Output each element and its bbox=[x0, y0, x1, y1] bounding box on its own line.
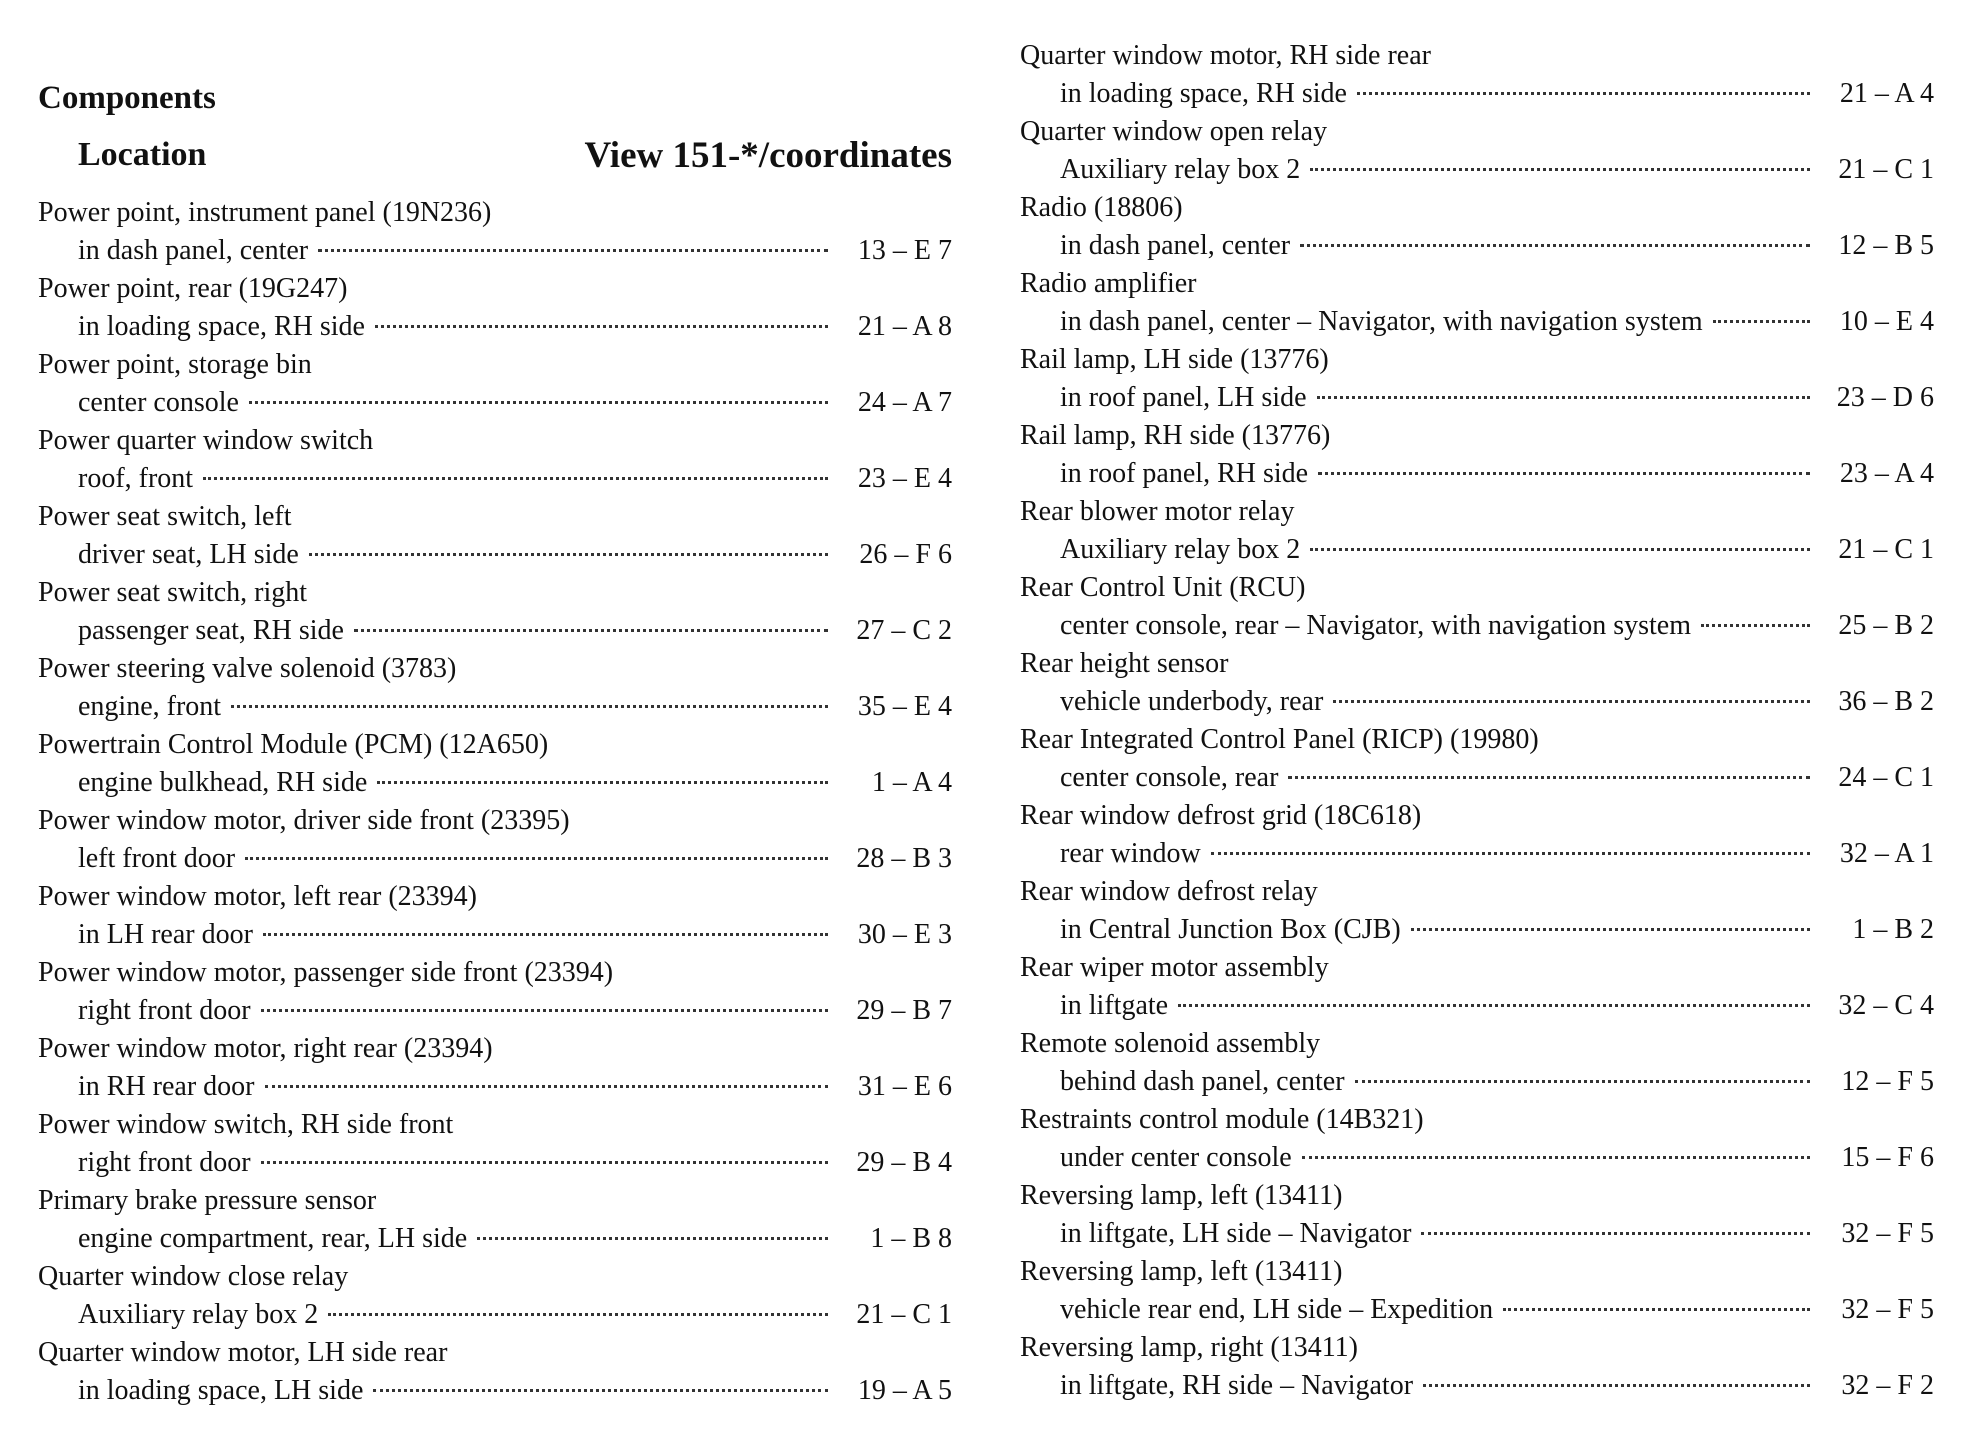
dot-leader bbox=[231, 705, 828, 708]
view-coordinate: 32 – F 2 bbox=[1841, 1370, 1934, 1401]
component-location: rear window bbox=[1060, 838, 1201, 869]
component-name: Power point, storage bin bbox=[38, 349, 312, 380]
component-location-row bbox=[78, 536, 952, 574]
component-entry bbox=[38, 498, 952, 574]
view-coordinate: 12 – F 5 bbox=[1841, 1066, 1934, 1097]
component-entry bbox=[38, 954, 952, 1030]
dot-leader bbox=[477, 1237, 828, 1240]
dot-leader bbox=[1288, 776, 1810, 779]
component-entry bbox=[1020, 949, 1934, 1025]
component-name: Power seat switch, right bbox=[38, 577, 308, 608]
view-coordinate: 12 – B 5 bbox=[1838, 230, 1934, 261]
component-location: in dash panel, center – Navigator, with navigation system bbox=[1060, 306, 1703, 337]
view-coordinate: 26 – F 6 bbox=[859, 539, 952, 570]
view-coordinate: 1 – B 8 bbox=[870, 1223, 952, 1254]
component-entry bbox=[38, 878, 952, 954]
component-location-row bbox=[1060, 75, 1934, 113]
view-coordinate: 23 – E 4 bbox=[857, 463, 952, 494]
component-location-row bbox=[78, 1372, 952, 1410]
component-name: Rear height sensor bbox=[1020, 648, 1229, 679]
component-entry bbox=[38, 194, 952, 270]
component-location: in dash panel, center bbox=[78, 235, 309, 266]
component-location: in roof panel, LH side bbox=[1060, 382, 1307, 413]
component-location: roof, front bbox=[78, 463, 194, 494]
component-location-row bbox=[78, 992, 952, 1030]
dot-leader bbox=[1317, 396, 1811, 399]
component-entry bbox=[1020, 1329, 1934, 1405]
dot-leader bbox=[261, 1009, 828, 1012]
component-location-row bbox=[1060, 1367, 1934, 1405]
component-location-row bbox=[1060, 379, 1934, 417]
component-name: Powertrain Control Module (PCM) (12A650) bbox=[38, 729, 549, 760]
component-name: Rear blower motor relay bbox=[1020, 496, 1295, 527]
view-coordinate: 21 – A 8 bbox=[857, 311, 952, 342]
component-entry bbox=[38, 650, 952, 726]
dot-leader bbox=[375, 325, 828, 328]
component-location: Auxiliary relay box 2 bbox=[78, 1299, 319, 1330]
component-entry bbox=[38, 422, 952, 498]
component-name: Rear Integrated Control Panel (RICP) (19980) bbox=[1020, 724, 1539, 755]
component-name: Remote solenoid assembly bbox=[1020, 1028, 1321, 1059]
component-entry bbox=[38, 1030, 952, 1106]
component-location: in liftgate, RH side – Navigator bbox=[1060, 1370, 1414, 1401]
dot-leader bbox=[1411, 928, 1810, 931]
view-coordinate: 32 – F 5 bbox=[1841, 1218, 1934, 1249]
dot-leader bbox=[1318, 472, 1810, 475]
dot-leader bbox=[263, 933, 828, 936]
component-location-row bbox=[1060, 759, 1934, 797]
component-location-row bbox=[1060, 911, 1934, 949]
location-column-header: Location bbox=[78, 136, 207, 173]
view-coordinate: 32 – F 5 bbox=[1841, 1294, 1934, 1325]
view-coordinate: 32 – C 4 bbox=[1838, 990, 1934, 1021]
component-entry bbox=[38, 726, 952, 802]
component-name: Radio amplifier bbox=[1020, 268, 1197, 299]
component-name: Rear window defrost grid (18C618) bbox=[1020, 800, 1422, 831]
component-location-row bbox=[78, 384, 952, 422]
component-location: in LH rear door bbox=[78, 919, 253, 950]
component-name: Reversing lamp, right (13411) bbox=[1020, 1332, 1359, 1363]
component-location-row bbox=[78, 688, 952, 726]
dot-leader bbox=[1355, 1080, 1810, 1083]
component-name: Power quarter window switch bbox=[38, 425, 374, 456]
dot-leader bbox=[1503, 1308, 1810, 1311]
dot-leader bbox=[1300, 244, 1810, 247]
view-coordinate: 23 – D 6 bbox=[1836, 382, 1934, 413]
view-coordinate: 35 – E 4 bbox=[857, 691, 952, 722]
dot-leader bbox=[1310, 168, 1810, 171]
component-name: Quarter window motor, RH side rear bbox=[1020, 40, 1431, 71]
dot-leader bbox=[377, 781, 828, 784]
view-coordinate: 36 – B 2 bbox=[1838, 686, 1934, 717]
component-location-row bbox=[1060, 607, 1934, 645]
component-location: center console bbox=[78, 387, 239, 418]
component-location: passenger seat, RH side bbox=[78, 615, 344, 646]
component-entry bbox=[1020, 1025, 1934, 1101]
component-name: Power point, rear (19G247) bbox=[38, 273, 348, 304]
view-coordinate: 1 – B 2 bbox=[1852, 914, 1934, 945]
component-location: in RH rear door bbox=[78, 1071, 255, 1102]
component-location: engine bulkhead, RH side bbox=[78, 767, 368, 798]
component-entry bbox=[1020, 417, 1934, 493]
dot-leader bbox=[1211, 852, 1810, 855]
dot-leader bbox=[1421, 1232, 1810, 1235]
component-location: vehicle underbody, rear bbox=[1060, 686, 1324, 717]
view-coordinate: 21 – A 4 bbox=[1839, 78, 1934, 109]
component-name: Rear Control Unit (RCU) bbox=[1020, 572, 1306, 603]
dot-leader bbox=[1310, 548, 1810, 551]
component-location: engine compartment, rear, LH side bbox=[78, 1223, 468, 1254]
component-location: engine, front bbox=[78, 691, 222, 722]
dot-leader bbox=[1302, 1156, 1810, 1159]
view-coordinate: 29 – B 4 bbox=[856, 1147, 952, 1178]
component-location: vehicle rear end, LH side – Expedition bbox=[1060, 1294, 1494, 1325]
component-entry bbox=[1020, 1101, 1934, 1177]
component-location-row bbox=[78, 1068, 952, 1106]
view-coordinate: 29 – B 7 bbox=[856, 995, 952, 1026]
component-location-row bbox=[1060, 683, 1934, 721]
component-entry bbox=[38, 270, 952, 346]
dot-leader bbox=[1423, 1384, 1810, 1387]
dot-leader bbox=[354, 629, 828, 632]
right-entry-list bbox=[1020, 37, 1934, 1405]
component-location: center console, rear – Navigator, with navigation system bbox=[1060, 610, 1692, 641]
component-location-row bbox=[78, 764, 952, 802]
view-coordinate: 10 – E 4 bbox=[1839, 306, 1934, 337]
component-location-row bbox=[1060, 1139, 1934, 1177]
view-coordinate: 25 – B 2 bbox=[1838, 610, 1934, 641]
component-entry bbox=[1020, 1177, 1934, 1253]
component-location-row bbox=[1060, 835, 1934, 873]
view-coordinate: 27 – C 2 bbox=[856, 615, 952, 646]
component-name: Power point, instrument panel (19N236) bbox=[38, 197, 492, 228]
component-entry bbox=[1020, 1253, 1934, 1329]
component-location: in loading space, RH side bbox=[1060, 78, 1347, 109]
component-location: in dash panel, center bbox=[1060, 230, 1291, 261]
component-location-row bbox=[78, 1144, 952, 1182]
component-location-row bbox=[78, 916, 952, 954]
component-location: in Central Junction Box (CJB) bbox=[1060, 914, 1401, 945]
component-entry bbox=[38, 574, 952, 650]
component-entry bbox=[1020, 873, 1934, 949]
component-location: under center console bbox=[1060, 1142, 1292, 1173]
component-location: left front door bbox=[78, 843, 236, 874]
component-name: Power steering valve solenoid (3783) bbox=[38, 653, 457, 684]
component-name: Rail lamp, RH side (13776) bbox=[1020, 420, 1331, 451]
component-name: Power window motor, passenger side front (23394) bbox=[38, 957, 614, 988]
dot-leader bbox=[1357, 92, 1810, 95]
component-location: in roof panel, RH side bbox=[1060, 458, 1309, 489]
left-entry-list bbox=[38, 194, 952, 1410]
component-entry bbox=[38, 802, 952, 878]
component-entry bbox=[38, 346, 952, 422]
component-location-row bbox=[1060, 987, 1934, 1025]
component-name: Quarter window motor, LH side rear bbox=[38, 1337, 448, 1368]
view-coordinates-column-header: View 151-*/coordinates bbox=[584, 135, 952, 176]
component-location-row bbox=[1060, 455, 1934, 493]
component-location-row bbox=[78, 612, 952, 650]
component-name: Restraints control module (14B321) bbox=[1020, 1104, 1424, 1135]
component-name: Radio (18806) bbox=[1020, 192, 1183, 223]
component-location: in liftgate, LH side – Navigator bbox=[1060, 1218, 1412, 1249]
view-coordinate: 21 – C 1 bbox=[1838, 154, 1934, 185]
component-location: driver seat, LH side bbox=[78, 539, 299, 570]
view-coordinate: 28 – B 3 bbox=[856, 843, 952, 874]
view-coordinate: 21 – C 1 bbox=[856, 1299, 952, 1330]
component-name: Power window motor, right rear (23394) bbox=[38, 1033, 493, 1064]
component-entry bbox=[1020, 37, 1934, 113]
view-coordinate: 32 – A 1 bbox=[1839, 838, 1934, 869]
view-coordinate: 24 – A 7 bbox=[857, 387, 952, 418]
dot-leader bbox=[1713, 320, 1810, 323]
view-coordinate: 30 – E 3 bbox=[857, 919, 952, 950]
dot-leader bbox=[249, 401, 828, 404]
component-location: Auxiliary relay box 2 bbox=[1060, 534, 1301, 565]
view-coordinate: 13 – E 7 bbox=[857, 235, 952, 266]
component-name: Rear wiper motor assembly bbox=[1020, 952, 1329, 983]
dot-leader bbox=[261, 1161, 828, 1164]
component-entry bbox=[1020, 721, 1934, 797]
component-name: Reversing lamp, left (13411) bbox=[1020, 1256, 1343, 1287]
component-entry bbox=[38, 1334, 952, 1410]
dot-leader bbox=[328, 1313, 828, 1316]
component-name: Primary brake pressure sensor bbox=[38, 1185, 377, 1216]
dot-leader bbox=[373, 1389, 828, 1392]
component-entry bbox=[38, 1182, 952, 1258]
component-entry bbox=[1020, 341, 1934, 417]
component-location-row bbox=[1060, 227, 1934, 265]
component-location-row bbox=[1060, 303, 1934, 341]
component-location-row bbox=[1060, 151, 1934, 189]
view-coordinate: 23 – A 4 bbox=[1839, 458, 1934, 489]
component-location-row bbox=[1060, 1291, 1934, 1329]
dot-leader bbox=[245, 857, 828, 860]
dot-leader bbox=[318, 249, 828, 252]
component-name: Power seat switch, left bbox=[38, 501, 292, 532]
dot-leader bbox=[1178, 1004, 1810, 1007]
component-name: Rail lamp, LH side (13776) bbox=[1020, 344, 1329, 375]
component-location-row bbox=[78, 308, 952, 346]
component-location-row bbox=[78, 232, 952, 270]
component-location: right front door bbox=[78, 1147, 251, 1178]
component-location-row bbox=[78, 1220, 952, 1258]
component-location: right front door bbox=[78, 995, 251, 1026]
view-coordinate: 21 – C 1 bbox=[1838, 534, 1934, 565]
component-location-row bbox=[78, 460, 952, 498]
dot-leader bbox=[1333, 700, 1810, 703]
dot-leader bbox=[309, 553, 828, 556]
component-entry bbox=[1020, 569, 1934, 645]
component-location: in liftgate bbox=[1060, 990, 1169, 1021]
component-name: Rear window defrost relay bbox=[1020, 876, 1318, 907]
component-location-row bbox=[78, 840, 952, 878]
dot-leader bbox=[265, 1085, 828, 1088]
component-entry bbox=[38, 1258, 952, 1334]
component-name: Quarter window close relay bbox=[38, 1261, 349, 1292]
component-entry bbox=[1020, 797, 1934, 873]
component-entry bbox=[1020, 189, 1934, 265]
component-location-row bbox=[78, 1296, 952, 1334]
dot-leader bbox=[1701, 624, 1810, 627]
component-name: Power window switch, RH side front bbox=[38, 1109, 454, 1140]
component-name: Power window motor, left rear (23394) bbox=[38, 881, 477, 912]
view-coordinate: 24 – C 1 bbox=[1838, 762, 1934, 793]
dot-leader bbox=[203, 477, 828, 480]
view-coordinate: 31 – E 6 bbox=[857, 1071, 952, 1102]
component-location-row bbox=[1060, 1063, 1934, 1101]
component-name: Power window motor, driver side front (23395) bbox=[38, 805, 570, 836]
view-coordinate: 19 – A 5 bbox=[857, 1375, 952, 1406]
view-coordinate: 15 – F 6 bbox=[1841, 1142, 1934, 1173]
component-entry bbox=[38, 1106, 952, 1182]
component-location: Auxiliary relay box 2 bbox=[1060, 154, 1301, 185]
component-location-row bbox=[1060, 1215, 1934, 1253]
view-coordinate: 1 – A 4 bbox=[871, 767, 952, 798]
component-entry bbox=[1020, 645, 1934, 721]
component-entry bbox=[1020, 493, 1934, 569]
component-location: in loading space, RH side bbox=[78, 311, 365, 342]
component-location-row bbox=[1060, 531, 1934, 569]
section-title: Components bbox=[38, 80, 216, 116]
component-entry bbox=[1020, 113, 1934, 189]
component-entry bbox=[1020, 265, 1934, 341]
component-name: Quarter window open relay bbox=[1020, 116, 1328, 147]
component-location: in loading space, LH side bbox=[78, 1375, 364, 1406]
component-name: Reversing lamp, left (13411) bbox=[1020, 1180, 1343, 1211]
component-location: center console, rear bbox=[1060, 762, 1279, 793]
component-location: behind dash panel, center bbox=[1060, 1066, 1345, 1097]
